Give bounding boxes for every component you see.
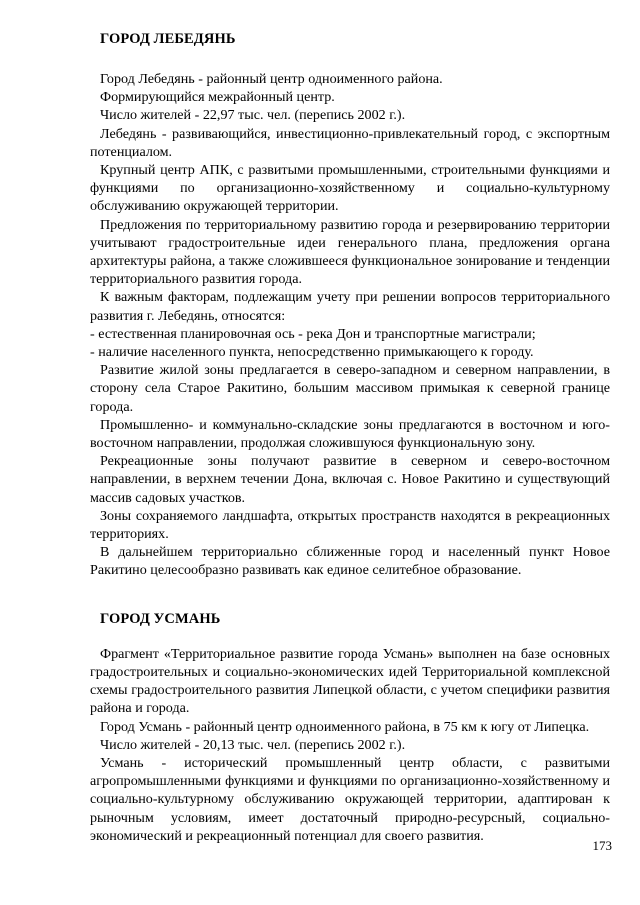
paragraph: Число жителей - 20,13 тыс. чел. (перепись 2002 г.). xyxy=(100,736,406,753)
paragraph: Промышленно- и коммунально-складские зоны предлагаются в восточном и юго-восточном направлении, продолжая сложившуюся функциональную зону. xyxy=(90,416,610,452)
page-text xyxy=(90,30,610,845)
paragraph: Развитие жилой зоны предлагается в северо-западном и северном направлении, в сторону села Старое Ракитино, большим массивом примыкая к северной границе города. xyxy=(90,362,610,415)
paragraph: Город Усмань - районный центр одноименного района, в 75 км к югу от Липецка. xyxy=(100,718,590,735)
paragraph: Фрагмент «Территориальное развитие города Усмань» выполнен на базе основных градостроительных и социально-экономических идей Территориальной комплексной схемы градостроительного развития Липецкой области, с учетом специфики развития района и города. xyxy=(90,645,610,717)
list-item: - наличие населенного пункта, непосредственно примыкающего к городу. xyxy=(90,344,534,361)
paragraph: Предложения по территориальному развитию города и резервированию территории учитывают градостроительные идеи генерального плана, предложения органа архитектуры района, а также сложившееся функциональное зонирование и тенденции территориального развития города. xyxy=(90,216,610,288)
paragraph: В дальнейшем территориально сближенные город и населенный пункт Новое Ракитино целесообразно развивать как единое селитебное образование. xyxy=(90,544,610,579)
section-title: ГОРОД УСМАНЬ xyxy=(100,610,221,627)
paragraph: Формирующийся межрайонный центр. xyxy=(100,89,335,106)
paragraph: Число жителей - 22,97 тыс. чел. (перепись 2002 г.). xyxy=(100,107,406,124)
paragraph: Рекреационные зоны получают развитие в северном и северо-восточном направлении, в верхнем течении Дона, включая с. Новое Ракитино и существующий массив садовых участков. xyxy=(90,453,610,506)
paragraph: Крупный центр АПК, с развитыми промышленными, строительными функциями и функциями по организационно-хозяйственному и социально-культурному обслуживанию окружающей территории. xyxy=(90,162,610,215)
paragraph: Усмань - исторический промышленный центр области, с развитыми агропромышленными функциями и функциями по организационно-хозяйственному и социально-культурному обслуживанию окружающей территории, адаптирован к рыночным условиям, имеет достаточный природно-ресурсный, социально-экономический и рекреационный потенциал для своего развития. xyxy=(90,754,610,844)
paragraph: Лебедянь - развивающийся, инвестиционно-привлекательный город, с экспортным потенциалом. xyxy=(90,125,610,160)
section-usman xyxy=(90,610,610,845)
paragraph: Город Лебедянь - районный центр одноименного района. xyxy=(100,71,443,87)
list-item: - естественная планировочная ось - река Дон и транспортные магистрали; xyxy=(90,325,536,342)
paragraph: Зоны сохраняемого ландшафта, открытых пространств находятся в рекреационных территориях. xyxy=(90,507,610,543)
section-title: ГОРОД ЛЕБЕДЯНЬ xyxy=(100,31,236,47)
section-lebedyan xyxy=(90,30,610,580)
paragraph: К важным факторам, подлежащим учету при решении вопросов территориального развития г. Лебедянь, относятся: xyxy=(90,289,610,324)
page-number: 173 xyxy=(592,838,612,853)
